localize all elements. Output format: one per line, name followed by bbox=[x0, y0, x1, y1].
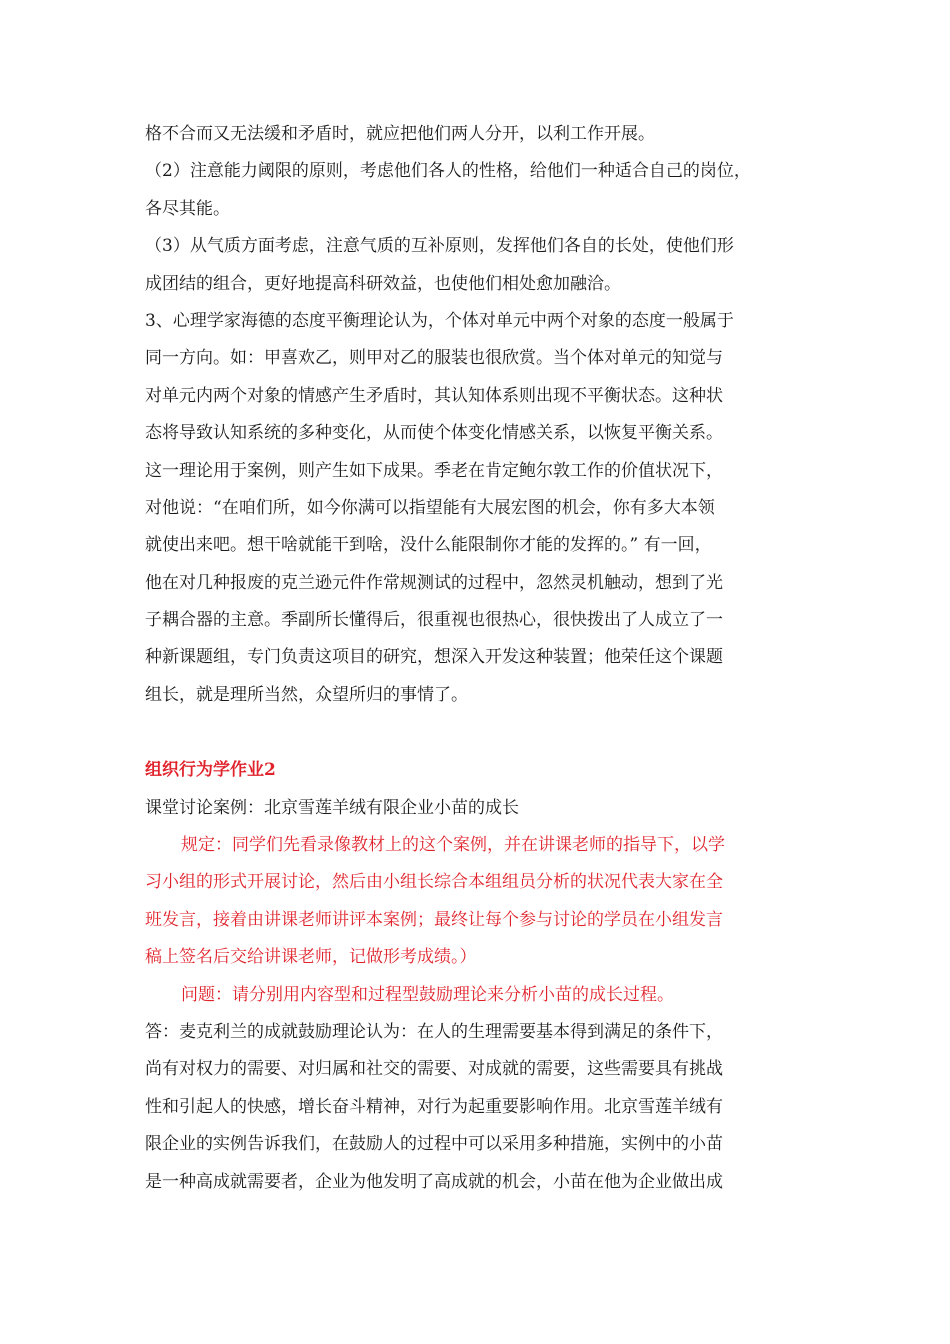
paragraph-line: 这一理论用于案例，则产生如下成果。季老在肯定鲍尔敦工作的价值状况下， bbox=[145, 460, 723, 481]
requirement-paragraph bbox=[145, 827, 815, 977]
answer-line: 尚有对权力的需要、对归属和社交的需要、对成就的需要，这些需要具有挑战 bbox=[145, 1059, 723, 1080]
paragraph-line: （3）从气质方面考虑，注意气质的互补原则，发挥他们各自的长处，使他们形 bbox=[145, 236, 734, 257]
paragraph-line: 子耦合器的主意。季副所长懂得后，很重视也很热心，很快拨出了人成立了一 bbox=[145, 610, 723, 631]
paragraph-line: 态将导致认知系统的多种变化，从而使个体变化情感关系，以恢复平衡关系。 bbox=[145, 423, 723, 444]
paragraph-line: 对他说：“在咱们所，如今你满可以指望能有大展宏图的机会，你有多大本领 bbox=[145, 497, 715, 518]
section-2 bbox=[145, 752, 815, 1201]
paragraph-line: 格不合而又无法缓和矛盾时，就应把他们两人分开，以利工作开展。 bbox=[145, 124, 655, 144]
paragraph-line: 各尽其能。 bbox=[145, 198, 230, 219]
requirement-line: 班发言，接着由讲课老师讲评本案例；最终让每个参与讨论的学员在小组发言 bbox=[145, 909, 723, 930]
paragraph-line: （2）注意能力阈限的原则，考虑他们各人的性格，给他们一种适合自己的岗位， bbox=[145, 161, 751, 182]
answer-line: 性和引起人的快感，增长奋斗精神，对行为起重要影响作用。北京雪莲羊绒有 bbox=[145, 1096, 723, 1117]
answer-line: 答：麦克利兰的成就鼓励理论认为：在人的生理需要基本得到满足的条件下， bbox=[145, 1021, 723, 1042]
section-1-text bbox=[145, 116, 815, 714]
paragraph-line: 他在对几种报废的克兰逊元件作常规测试的过程中，忽然灵机触动，想到了光 bbox=[145, 572, 723, 593]
requirement-line: 习小组的形式开展讨论，然后由小组长综合本组组员分析的状况代表大家在全 bbox=[145, 872, 723, 893]
question-line: 问题：请分别用内容型和过程型鼓励理论来分析小苗的成长过程。 bbox=[181, 984, 674, 1005]
paragraph-line: 同一方向。如：甲喜欢乙，则甲对乙的服装也很欣赏。当个体对单元的知觉与 bbox=[145, 348, 723, 369]
section-spacer bbox=[145, 714, 815, 752]
paragraph-line: 种新课题组，专门负责这项目的研究，想深入开发这种装置；他荣任这个课题 bbox=[145, 647, 723, 668]
answer-paragraph bbox=[145, 1014, 815, 1201]
paragraph-line: 成团结的组合，更好地提高科研效益，也使他们相处愈加融洽。 bbox=[145, 273, 621, 294]
page-content bbox=[145, 116, 815, 1201]
paragraph-line: 对单元内两个对象的情感产生矛盾时，其认知体系则出现不平衡状态。这种状 bbox=[145, 385, 723, 406]
answer-line: 限企业的实例告诉我们，在鼓励人的过程中可以采用多种措施，实例中的小苗 bbox=[145, 1134, 723, 1155]
paragraph-line: 就使出来吧。想干啥就能干到啥，没什么能限制你才能的发挥的。” 有一回， bbox=[145, 535, 712, 556]
paragraph-line: 组长，就是理所当然，众望所归的事情了。 bbox=[145, 684, 468, 705]
requirement-line: 规定：同学们先看录像教材上的这个案例，并在讲课老师的指导下，以学 bbox=[181, 835, 725, 856]
answer-line: 是一种高成就需要者，企业为他发明了高成就的机会，小苗在他为企业做出成 bbox=[145, 1171, 723, 1192]
section-heading: 组织行为学作业2 bbox=[145, 760, 276, 781]
paragraph-line: 3、心理学家海德的态度平衡理论认为，个体对单元中两个对象的态度一般属于 bbox=[145, 310, 734, 331]
case-title: 课堂讨论案例：北京雪莲羊绒有限企业小苗的成长 bbox=[145, 797, 519, 818]
requirement-line: 稿上签名后交给讲课老师，记做形考成绩。） bbox=[145, 947, 477, 968]
